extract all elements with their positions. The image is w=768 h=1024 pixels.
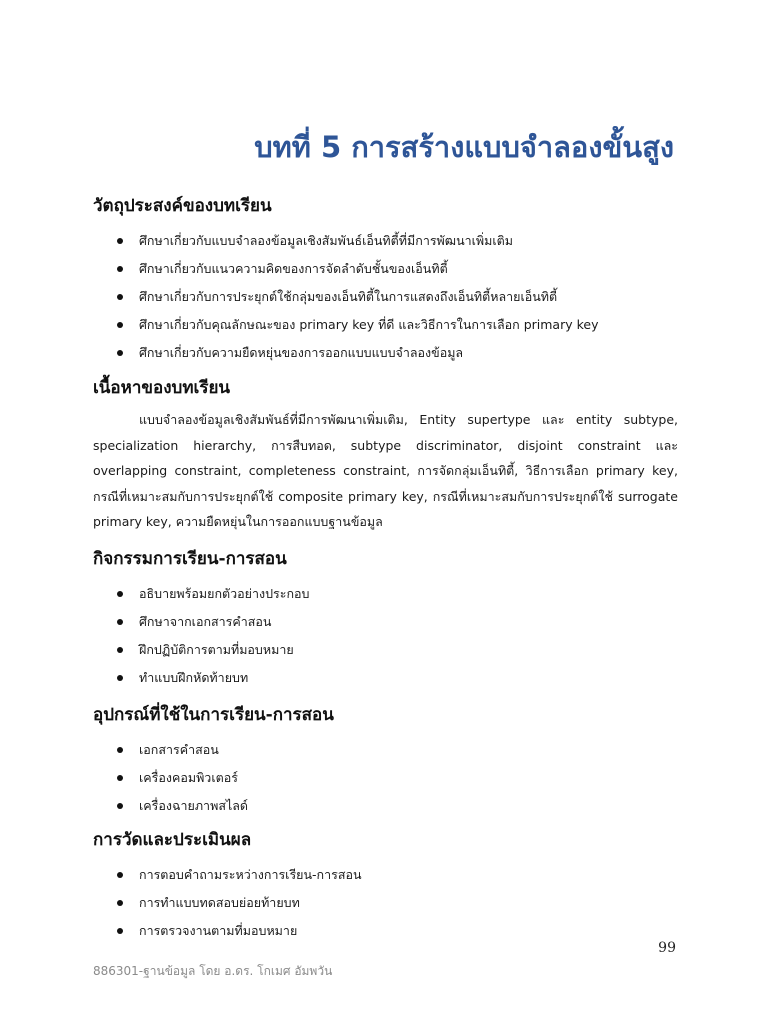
objectives-list: [93, 227, 678, 367]
page-footer: 886301-ฐานข้อมูล โดย อ.ดร. โกเมศ อัมพวัน: [93, 964, 333, 978]
bullet-icon: [117, 647, 123, 653]
list-item: [93, 792, 678, 820]
list-item-text: ทำแบบฝึกหัดท้ายบท: [139, 670, 249, 685]
bullet-icon: [117, 900, 123, 906]
list-item-text: ศึกษาเกี่ยวกับแบบจำลองข้อมูลเชิงสัมพันธ์เอ็นทิตี้ที่มีการพัฒนาเพิ่มเติม: [139, 233, 514, 248]
bullet-icon: [117, 266, 123, 272]
bullet-icon: [117, 803, 123, 809]
equipment-list: [93, 736, 678, 820]
list-item-text: ศึกษาเกี่ยวกับการประยุกต์ใช้กลุ่มของเอ็นทิตี้ในการแสดงถึงเอ็นทิตี้หลายเอ็นทิตี้: [139, 289, 558, 304]
bullet-icon: [117, 294, 123, 300]
evaluation-list: [93, 861, 678, 945]
list-item: [93, 889, 678, 917]
bullet-icon: [117, 872, 123, 878]
list-item-text: การตอบคำถามระหว่างการเรียน-การสอน: [139, 867, 362, 882]
content-section: [93, 374, 678, 535]
activities-heading: กิจกรรมการเรียน-การสอน: [93, 549, 287, 569]
list-item: [93, 580, 678, 608]
list-item: [93, 608, 678, 636]
equipment-heading: อุปกรณ์ที่ใช้ในการเรียน-การสอน: [93, 705, 334, 725]
evaluation-section: [93, 826, 678, 945]
bullet-icon: [117, 747, 123, 753]
list-item: [93, 636, 678, 664]
list-item: [93, 311, 678, 339]
list-item-text: เอกสารคำสอน: [139, 742, 219, 757]
bullet-icon: [117, 775, 123, 781]
list-item-text: เครื่องฉายภาพสไลด์: [139, 798, 249, 813]
list-item-text: การทำแบบทดสอบย่อยท้ายบท: [139, 895, 300, 910]
list-item: [93, 283, 678, 311]
list-item-text: ศึกษาเกี่ยวกับคุณลักษณะของ primary key ที่ดี และวิธีการในการเลือก primary key: [139, 317, 599, 332]
list-item: [93, 764, 678, 792]
list-item-text: ฝึกปฏิบัติการตามที่มอบหมาย: [139, 642, 294, 657]
bullet-icon: [117, 591, 123, 597]
page-number: 99: [658, 940, 676, 956]
list-item: [93, 227, 678, 255]
list-item: [93, 664, 678, 692]
content-paragraph: [93, 407, 678, 535]
bullet-icon: [117, 238, 123, 244]
list-item-text: อธิบายพร้อมยกตัวอย่างประกอบ: [139, 586, 310, 601]
list-item: [93, 917, 678, 945]
list-item: [93, 339, 678, 367]
content-heading: เนื้อหาของบทเรียน: [93, 378, 231, 398]
activities-list: [93, 580, 678, 692]
list-item-text: ศึกษาเกี่ยวกับความยืดหยุ่นของการออกแบบแบบจำลองข้อมูล: [139, 345, 464, 360]
equipment-section: [93, 701, 678, 820]
list-item-text: การตรวจงานตามที่มอบหมาย: [139, 923, 298, 938]
list-item: [93, 255, 678, 283]
activities-section: [93, 545, 678, 692]
bullet-icon: [117, 322, 123, 328]
bullet-icon: [117, 675, 123, 681]
chapter-title: บทที่ 5 การสร้างแบบจำลองขั้นสูง: [254, 130, 674, 164]
bullet-icon: [117, 350, 123, 356]
list-item-text: ศึกษาจากเอกสารคำสอน: [139, 614, 272, 629]
bullet-icon: [117, 928, 123, 934]
list-item: [93, 736, 678, 764]
list-item-text: เครื่องคอมพิวเตอร์: [139, 770, 238, 785]
list-item-text: ศึกษาเกี่ยวกับแนวความคิดของการจัดลำดับชั้นของเอ็นทิตี้: [139, 261, 448, 276]
list-item: [93, 861, 678, 889]
objectives-heading: วัตถุประสงค์ของบทเรียน: [93, 196, 272, 216]
objectives-section: [93, 192, 678, 367]
evaluation-heading: การวัดและประเมินผล: [93, 830, 252, 850]
content-paragraph-text: แบบจำลองข้อมูลเชิงสัมพันธ์ที่มีการพัฒนาเพิ่มเติม, Entity supertype และ entity subtype, specialization hierarchy, การสืบทอด, subtype discriminator, disjoint constraint และ overlapping constraint, completeness constraint, การจัดกลุ่มเอ็นทิตี้, วิธีการเลือก primary key, กรณีที่เหมาะสมกับการประยุกต์ใช้ composite primary key, กรณีที่เหมาะสมกับการประยุกต์ใช้ surrogate primary key, ความยืดหยุ่นในการออกแบบฐานข้อมูล: [93, 412, 678, 529]
bullet-icon: [117, 619, 123, 625]
